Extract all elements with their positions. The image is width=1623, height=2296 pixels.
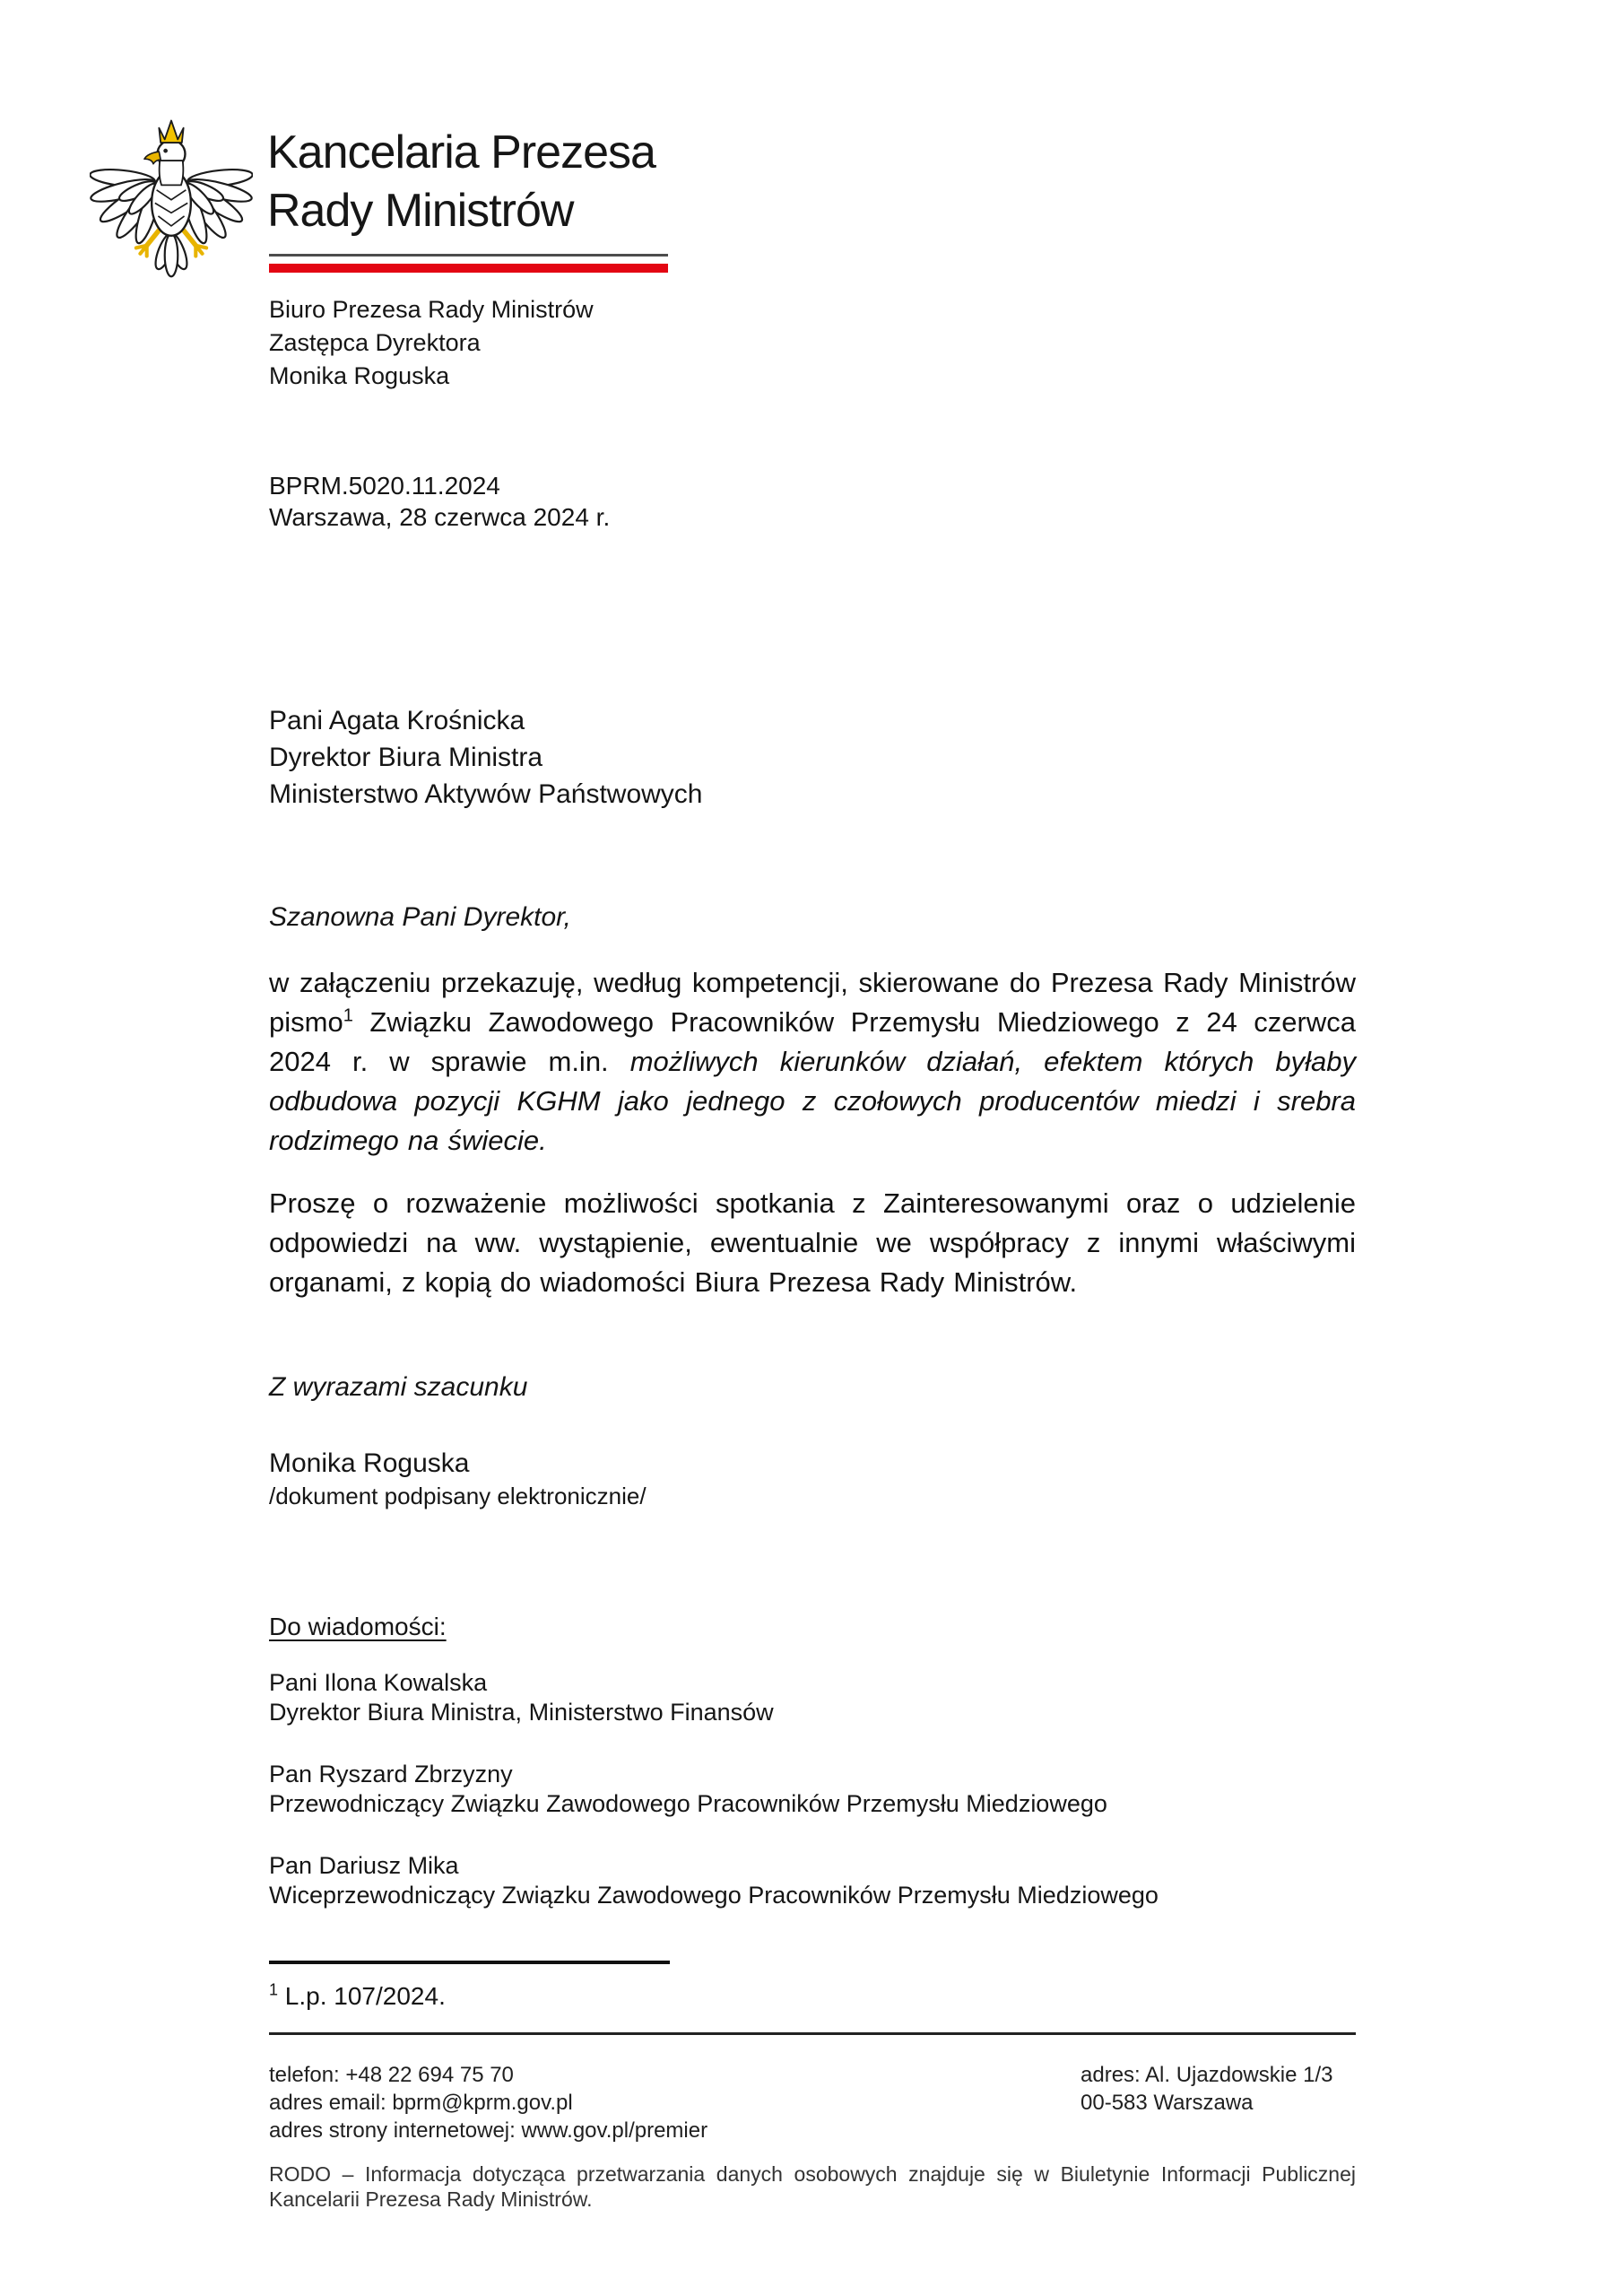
footnote-reference-mark: 1 xyxy=(343,1005,353,1026)
rodo-notice: RODO – Informacja dotycząca przetwarzania danych osobowych znajduje się w Biuletynie Informacji Publicznej Kancelarii Prezesa Rady Ministrów. xyxy=(269,2162,1356,2211)
case-number: BPRM.5020.11.2024 xyxy=(269,472,500,500)
footer-phone: telefon: +48 22 694 75 70 xyxy=(269,2063,514,2087)
cc-entry xyxy=(269,1851,1159,1910)
footer-email: adres email: bprm@kprm.gov.pl xyxy=(269,2091,573,2115)
footer-address-line1: adres: Al. Ujazdowskie 1/3 xyxy=(1081,2063,1333,2087)
footer-address-right xyxy=(1081,2061,1332,2117)
sender-office: Biuro Prezesa Rady Ministrów xyxy=(269,296,594,323)
salutation: Szanowna Pani Dyrektor, xyxy=(269,902,571,932)
electronic-signature-note: /dokument podpisany elektronicznie/ xyxy=(269,1483,647,1509)
cc-entry-title: Dyrektor Biura Ministra, Ministerstwo Finansów xyxy=(269,1699,774,1726)
cc-entry-name: Pan Dariusz Mika xyxy=(269,1852,459,1879)
sender-role: Zastępca Dyrektora xyxy=(269,329,481,356)
cc-entry-name: Pan Ryszard Zbrzyzny xyxy=(269,1761,513,1787)
org-title-line2: Rady Ministrów xyxy=(267,185,574,237)
cc-entry xyxy=(269,1668,1159,1727)
header-red-rule xyxy=(269,264,668,273)
addressee-block xyxy=(269,702,703,813)
signature-block xyxy=(269,1446,647,1510)
footer-address-line2: 00-583 Warszawa xyxy=(1081,2091,1254,2115)
body-paragraph-2: Proszę o rozważenie możliwości spotkania z Zainteresowanymi oraz o udzielenie odpowiedzi na ww. wystąpienie, ewentualnie we współpracy z innymi właściwymi organami, z kopią do wiadomości Biura Prezesa Rady Ministrów. xyxy=(269,1187,1356,1298)
polish-eagle-emblem-icon xyxy=(90,108,253,287)
sender-name: Monika Roguska xyxy=(269,362,450,389)
footnote-number: 1 xyxy=(269,1980,279,1999)
signer-name: Monika Roguska xyxy=(269,1448,470,1478)
closing-phrase: Z wyrazami szacunku xyxy=(269,1372,528,1402)
place-date: Warszawa, 28 czerwca 2024 r. xyxy=(269,503,611,531)
org-title-line1: Kancelaria Prezesa xyxy=(267,126,655,178)
addressee-institution: Ministerstwo Aktywów Państwowych xyxy=(269,779,703,809)
cc-entry xyxy=(269,1760,1159,1819)
cc-entry-title: Przewodniczący Związku Zawodowego Pracowników Przemysłu Miedziowego xyxy=(269,1790,1107,1817)
footer-website: adres strony internetowej: www.gov.pl/premier xyxy=(269,2118,708,2143)
footer-contact-left xyxy=(269,2061,707,2144)
addressee-title: Dyrektor Biura Ministra xyxy=(269,743,543,772)
body-paragraph-1 xyxy=(269,963,1356,1161)
p1-text-continued: Związku Zawodowego Pracowników Przemysłu Miedziowego z 24 czerwca 2024 r. w sprawie m.in. xyxy=(269,1006,1356,1077)
reference-block xyxy=(269,470,610,533)
addressee-name: Pani Agata Krośnicka xyxy=(269,706,525,735)
footnote xyxy=(269,1982,446,2011)
footer-rule xyxy=(269,2032,1356,2035)
p1-italic-quote: możliwych kierunków działań, efektem których byłaby odbudowa pozycji KGHM jako jednego z czołowych producentów miedzi i srebra rodzimego na świecie. xyxy=(269,1046,1356,1156)
cc-section xyxy=(269,1613,1159,1943)
footnote-text: L.p. 107/2024. xyxy=(278,1982,446,2010)
header-gray-rule xyxy=(269,254,668,257)
cc-entry-name: Pani Ilona Kowalska xyxy=(269,1669,488,1696)
org-title xyxy=(267,124,655,240)
sender-block xyxy=(269,293,594,393)
cc-heading: Do wiadomości: xyxy=(269,1613,447,1640)
footnote-separator xyxy=(269,1961,670,1964)
cc-entry-title: Wiceprzewodniczący Związku Zawodowego Pracowników Przemysłu Miedziowego xyxy=(269,1882,1159,1909)
p1-text: w załączeniu przekazuję, według kompetencji, skierowane do Prezesa Rady Ministrów pismo xyxy=(269,967,1356,1038)
